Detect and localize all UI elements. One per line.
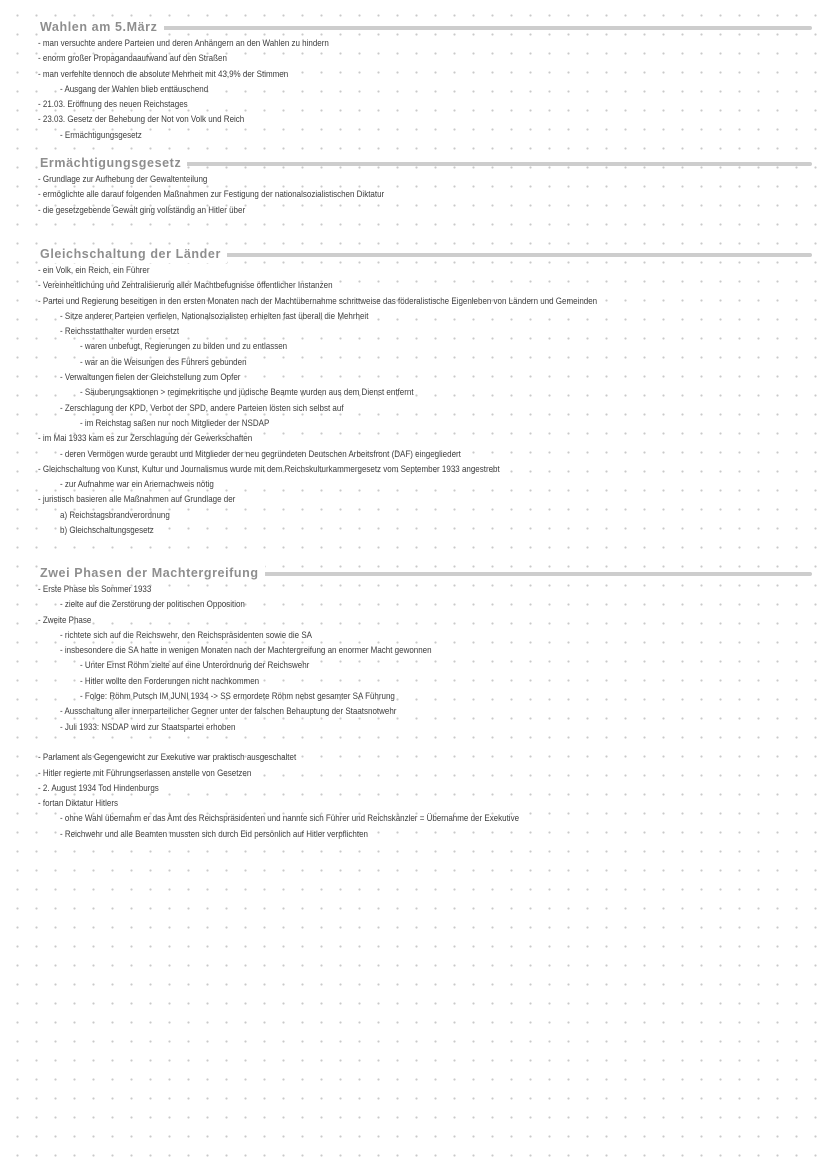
note-line: - im Mai 1933 kam es zur Zerschlagung der Gewerkschaften: [38, 433, 253, 444]
note-line: - Folge: Röhm Putsch IM JUNI 1934 -> SS ermordete Röhm nebst gesamter SA Führung: [80, 691, 395, 702]
section-lines: [0, 172, 828, 218]
note-line: - Hitler regierte mit Führungserlassen anstelle von Gesetzen: [38, 767, 252, 778]
note-line: - Verwaltungen fielen der Gleichstellung zum Opfer: [60, 372, 241, 383]
note-line: - Vereinheitlichung und Zentralisierung aller Machtbefugnisse öffentlicher Instanzen: [38, 280, 333, 291]
note-line: - enorm großer Propagandaaufwand auf den Straßen: [38, 53, 227, 64]
note-line: - Hitler wollte den Forderungen nicht nachkommen: [80, 675, 260, 686]
note-line: - Sitze anderer Parteien verfielen, Nationalsozialisten erhielten fast überall die Mehrheit: [60, 310, 369, 321]
note-line: - ein Volk, ein Reich, ein Führer: [38, 265, 150, 275]
note-line: - Zweite Phase: [38, 614, 92, 625]
section-lines: [0, 582, 828, 842]
note-line: - Gleichschaltung von Kunst, Kultur und Journalismus wurde mit dem Reichskulturkammergesetz vom September 1933 angestrebt: [38, 463, 500, 474]
heading-rule: [250, 572, 812, 576]
section-title: Gleichschaltung der Länder: [40, 245, 227, 263]
note-line: - war an die Weisungen des Führers gebunden: [80, 356, 247, 367]
section-heading: [0, 154, 828, 172]
section-wahlen: [0, 18, 828, 143]
note-line: - fortan Diktatur Hitlers: [38, 798, 118, 809]
note-line: - Säuberungsaktionen > regimekritische und jüdische Beamte wurden aus dem Dienst entfernt: [80, 387, 414, 398]
note-line: b) Gleichschaltungsgesetz: [60, 525, 154, 536]
note-line: - Ermächtigungsgesetz: [60, 129, 142, 140]
blank-line: [0, 735, 828, 750]
note-line: a) Reichstagsbrandverordnung: [60, 509, 170, 520]
note-line: - man verfehlte dennoch die absolute Mehrheit mit 43,9% der Stimmen: [38, 68, 289, 79]
note-line: - richtete sich auf die Reichswehr, den Reichspräsidenten sowie die SA: [60, 629, 312, 640]
note-line: - die gesetzgebende Gewalt ging vollständig an Hitler über: [38, 204, 246, 215]
section-zwei-phasen: [0, 564, 828, 842]
note-line: - Reichwehr und alle Beamten mussten sich durch Eid persönlich auf Hitler verpflichten: [60, 828, 368, 839]
note-line: - Zerschlagung der KPD, Verbot der SPD, andere Parteien lösten sich selbst auf: [60, 402, 344, 413]
note-line: - zielte auf die Zerstörung der politischen Opposition: [60, 599, 245, 610]
section-title: Wahlen am 5.März: [40, 18, 164, 36]
note-line: - ermöglichte alle darauf folgenden Maßnahmen zur Festigung der nationalsozialistischen Diktatur: [38, 189, 385, 200]
heading-rule: [182, 162, 812, 166]
note-line: - insbesondere die SA hatte in wenigen Monaten nach der Machtergreifung an enormer Macht gewonnen: [60, 645, 432, 656]
note-line: - Erste Phase bis Sommer 1933: [38, 584, 152, 594]
note-line: - ohne Wahl übernahm er das Amt des Reichspräsidenten und nannte sich Führer und Reichskänzler = Übernahme der Exekutive: [60, 813, 520, 824]
note-line: - man versuchte andere Parteien und deren Anhängern an den Wahlen zu hindern: [38, 38, 329, 48]
note-line: - 23.03. Gesetz der Behebung der Not von Volk und Reich: [38, 114, 245, 125]
section-lines: [0, 263, 828, 538]
section-heading: [0, 564, 828, 582]
note-line: - im Reichstag saßen nur noch Mitglieder der NSDAP: [80, 417, 270, 428]
note-line: - Juli 1933: NSDAP wird zur Staatspartei erhoben: [60, 721, 236, 732]
section-heading: [0, 245, 828, 263]
heading-rule: [150, 26, 812, 30]
note-line: - juristisch basieren alle Maßnahmen auf Grundlage der: [38, 494, 236, 505]
heading-rule: [212, 253, 812, 257]
note-line: - Grundlage zur Aufhebung der Gewaltenteilung: [38, 174, 208, 184]
section-gleichschaltung: [0, 245, 828, 538]
section-heading: [0, 18, 828, 36]
section-lines: [0, 36, 828, 143]
note-line: - zur Aufnahme war ein Ariernachweis nötig: [60, 479, 214, 490]
note-line: - Ausgang der Wahlen blieb enttäuschend: [60, 83, 209, 94]
note-line: - 2. August 1934 Tod Hindenburgs: [38, 782, 159, 793]
section-title: Zwei Phasen der Machtergreifung: [40, 564, 265, 582]
note-line: - Reichsstatthalter wurden ersetzt: [60, 326, 180, 337]
note-line: - waren unbefugt, Regierungen zu bilden und zu entlassen: [80, 341, 288, 352]
note-line: - 21.03. Eröffnung des neuen Reichstages: [38, 99, 188, 110]
note-line: - Unter Ernst Röhm zielte auf eine Unterordnung der Reichswehr: [80, 660, 310, 671]
note-line: - Ausschaltung aller innerparteilicher Gegner unter der falschen Behauptung der Staatsnotwehr: [60, 706, 397, 717]
note-line: - Partei und Regierung beseitigen in den ersten Monaten nach der Machtübernahme schrittweise das föderalistische Eigenleben von Ländern und Gemeinden: [38, 295, 598, 306]
section-title: Ermächtigungsgesetz: [40, 154, 187, 172]
section-ermaechtigungsgesetz: [0, 154, 828, 218]
note-line: - deren Vermögen wurde geraubt und Mitglieder der neu gegründeten Deutschen Arbeitsfront (DAF) eingegliedert: [60, 448, 461, 459]
note-line: - Parlament als Gegengewicht zur Exekutive war praktisch ausgeschaltet: [38, 752, 297, 763]
